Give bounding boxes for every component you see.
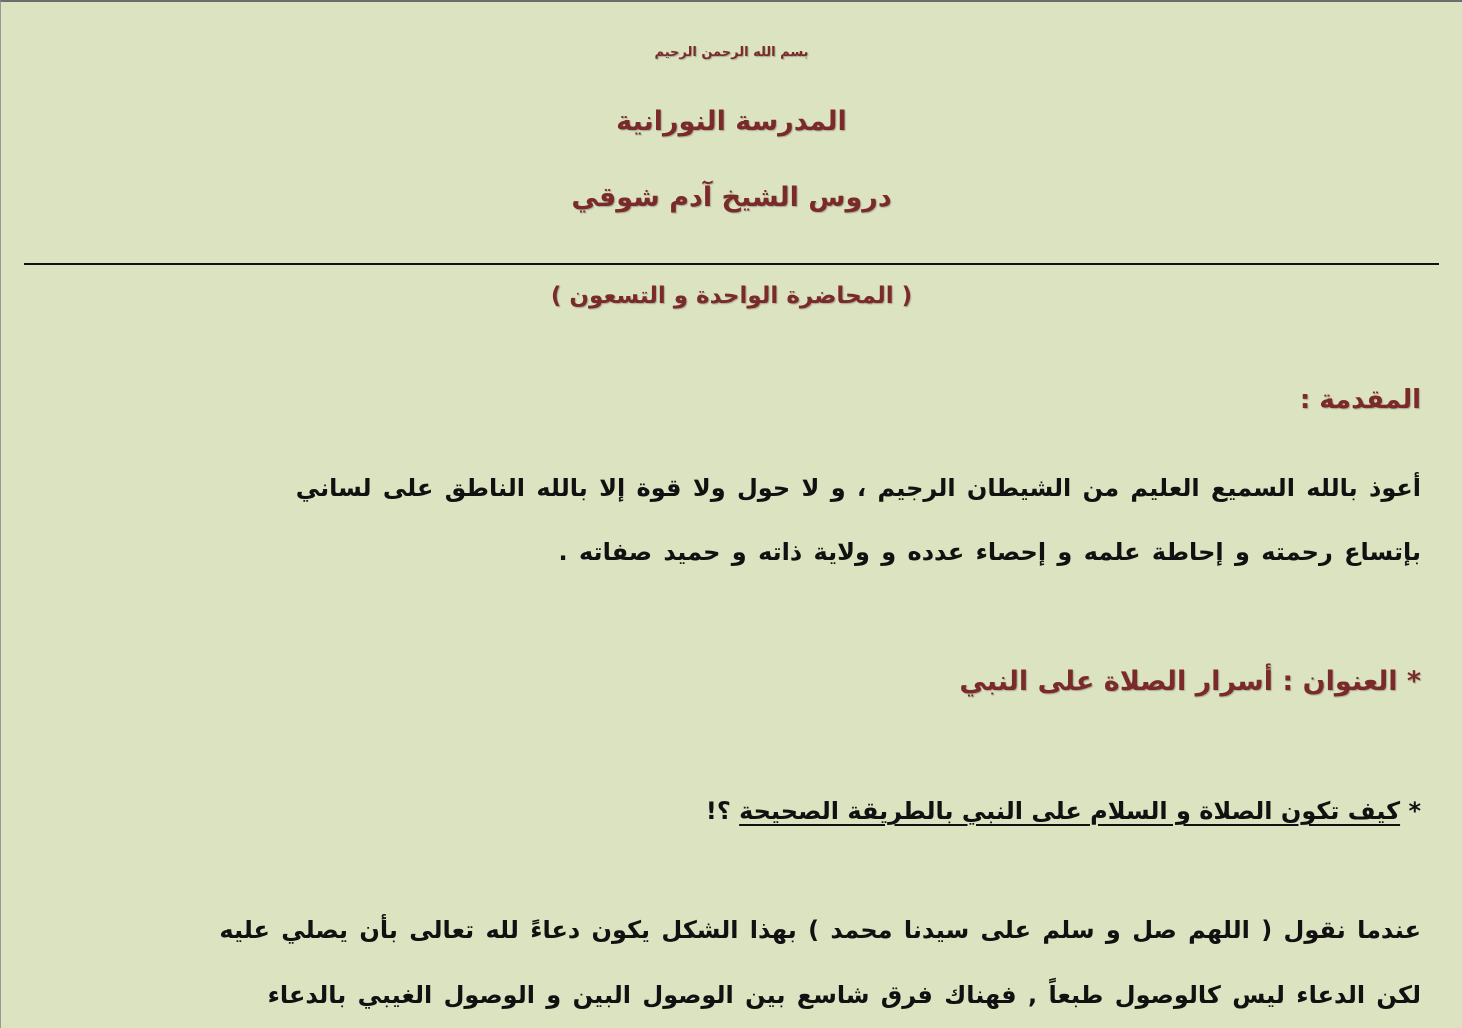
basmala-header: بسم الله الرحمن الرحيم: [654, 45, 809, 60]
body-line-2: لكن الدعاء ليس كالوصول طبعاً , فهناك فرق شاسع بين الوصول البين و الوصول الغيبي بالدعاء: [267, 981, 1421, 1009]
intro-heading: المقدمة :: [1299, 385, 1421, 415]
question-star: *: [1408, 797, 1421, 825]
question-text: كيف تكون الصلاة و السلام على النبي بالطريقة الصحيحة: [739, 797, 1401, 825]
question-suffix: ؟!: [705, 797, 731, 825]
lecture-number: ( المحاضرة الواحدة و التسعون ): [550, 283, 913, 309]
intro-line-2: بإتساع رحمته و إحاطة علمه و إحصاء عدده و ولاية ذاته و حميد صفاته .: [558, 538, 1421, 566]
topic-title: * العنوان : أسرار الصلاة على النبي: [959, 666, 1421, 697]
question-heading: [706, 797, 1421, 825]
intro-line-1: أعوذ بالله السميع العليم من الشيطان الرجيم ، و لا حول ولا قوة إلا بالله الناطق على لساني: [295, 474, 1421, 502]
horizontal-divider: [24, 263, 1439, 265]
school-name: المدرسة النورانية: [616, 106, 847, 137]
lessons-title: دروس الشيخ آدم شوقي: [571, 182, 892, 213]
body-line-1: عندما نقول ( اللهم صل و سلم على سيدنا محمد ) بهذا الشكل يكون دعاءً لله تعالى بأن يصلي عليه: [219, 916, 1421, 944]
